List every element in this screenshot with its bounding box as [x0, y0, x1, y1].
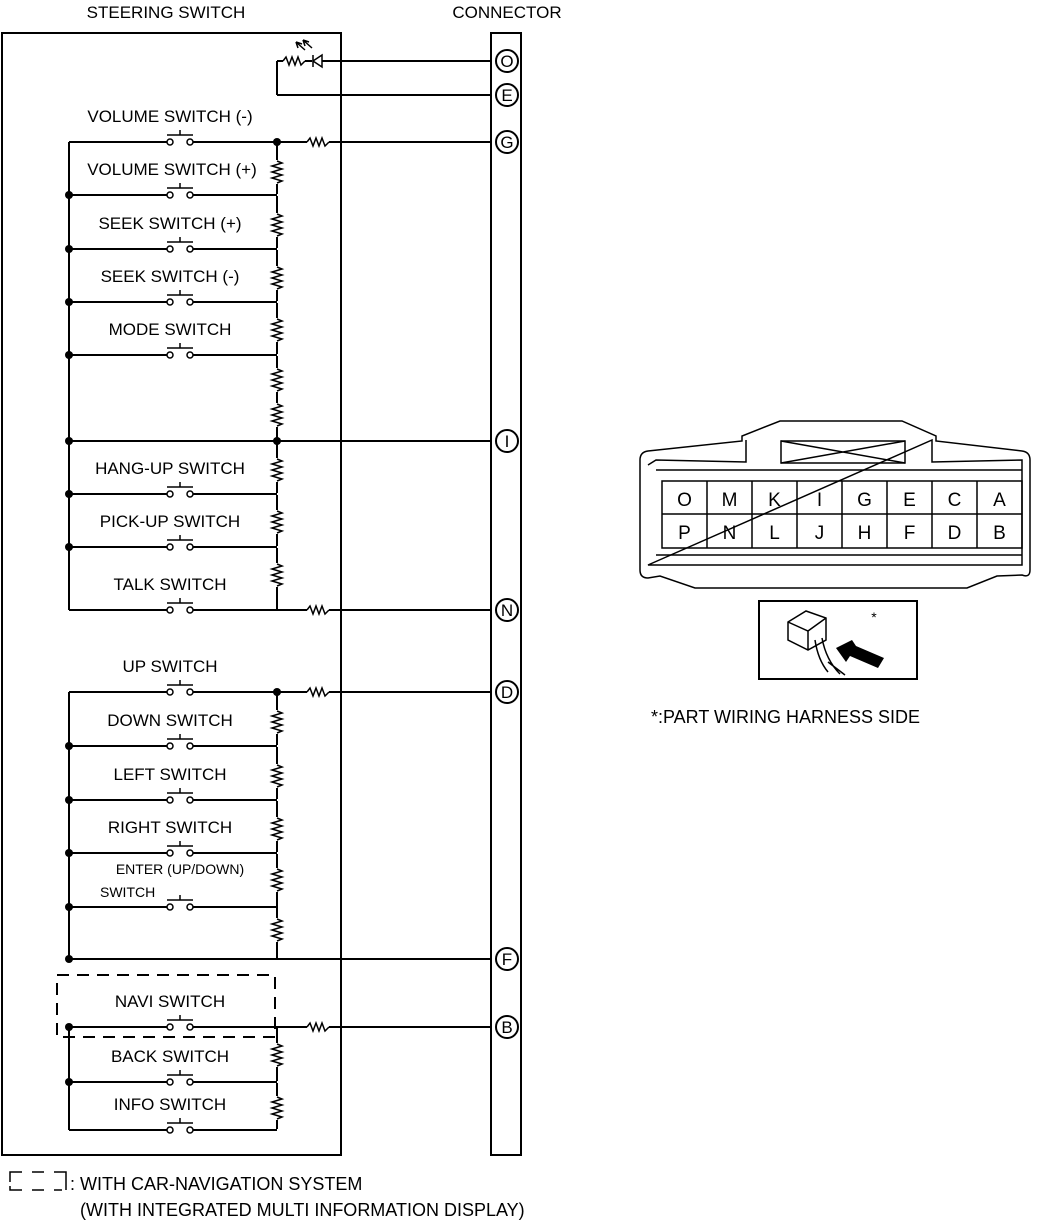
junction-dot — [65, 191, 73, 199]
junction-dot — [65, 1078, 73, 1086]
switch-label-up: UP SWITCH — [122, 657, 218, 676]
terminal-label: H — [857, 523, 872, 544]
switch-contact — [187, 743, 193, 749]
connector-inner-outline — [648, 440, 1022, 565]
terminal-label: G — [857, 490, 872, 511]
push-switch-icon — [167, 1070, 193, 1085]
switch-label-talk: TALK SWITCH — [113, 575, 227, 594]
dashed-box-legend-icon — [10, 1172, 66, 1190]
switch-label-mode: MODE SWITCH — [108, 320, 232, 339]
terminal-label: B — [993, 523, 1006, 544]
switch-contact — [187, 1079, 193, 1085]
switch-label-seek-minus: SEEK SWITCH (-) — [100, 267, 240, 286]
switch-contact — [187, 192, 193, 198]
terminal-label: J — [814, 523, 825, 544]
resistor-icon — [283, 57, 305, 65]
switch-contact — [187, 904, 193, 910]
legend-line-2: (WITH INTEGRATED MULTI INFORMATION DISPLAY) — [80, 1200, 525, 1220]
resistor-icon — [307, 138, 329, 146]
switch-label-back: BACK SWITCH — [110, 1047, 230, 1066]
switch-contact — [187, 689, 193, 695]
switch-contact — [167, 904, 173, 910]
switch-label-hang-up: HANG-UP SWITCH — [95, 459, 245, 478]
junction-dot — [65, 490, 73, 498]
resistor-icon — [307, 688, 329, 696]
switch-contact — [167, 1079, 173, 1085]
junction-dot — [65, 245, 73, 253]
resistor-icon — [307, 606, 329, 614]
switch-contact — [167, 1127, 173, 1133]
switch-contact — [187, 797, 193, 803]
push-switch-icon — [167, 734, 193, 749]
push-switch-icon — [167, 343, 193, 358]
pin-label: G — [500, 133, 514, 152]
switch-label-left: LEFT SWITCH — [113, 765, 227, 784]
junction-dot — [273, 138, 281, 146]
locking-tab-cross — [781, 441, 905, 463]
junction-dot — [65, 298, 73, 306]
switch-contact — [187, 352, 193, 358]
pin-label: F — [501, 950, 513, 969]
terminal-label: K — [768, 490, 781, 511]
switch-contact — [167, 797, 173, 803]
switch-label-pick-up: PICK-UP SWITCH — [99, 512, 241, 531]
switch-contact — [167, 299, 173, 305]
pin-label: E — [501, 86, 513, 105]
terminal-label: M — [721, 490, 738, 511]
junction-dot — [65, 437, 73, 445]
connector-outline — [640, 421, 1030, 588]
switch-contact — [167, 352, 173, 358]
light-emission-icon — [296, 40, 312, 50]
junction-dot — [65, 1023, 73, 1031]
push-switch-icon — [167, 482, 193, 497]
switch-contact — [187, 850, 193, 856]
junction-dot — [65, 351, 73, 359]
terminal-label: O — [677, 490, 692, 511]
push-switch-icon — [167, 1118, 193, 1133]
harness-side-inset — [759, 601, 917, 679]
pin-label: B — [501, 1018, 513, 1037]
steering-switch-title: STEERING SWITCH — [86, 3, 246, 22]
connector-bar — [491, 33, 521, 1155]
junction-dot — [65, 903, 73, 911]
switch-contact — [167, 607, 173, 613]
switch-contact — [167, 689, 173, 695]
switch-label-volume-plus: VOLUME SWITCH (+) — [87, 160, 257, 179]
terminal-label: D — [947, 523, 962, 544]
steering-switch-box — [2, 33, 341, 1155]
switch-contact — [167, 139, 173, 145]
switch-contact — [187, 139, 193, 145]
pin-label: D — [500, 683, 514, 702]
switch-label-volume-minus: VOLUME SWITCH (-) — [87, 107, 253, 126]
connector-rails — [656, 470, 1022, 555]
switch-label-seek-plus: SEEK SWITCH (+) — [98, 214, 242, 233]
harness-side-note: *:PART WIRING HARNESS SIDE — [651, 707, 921, 727]
terminal-label: L — [769, 523, 780, 544]
push-switch-icon — [167, 183, 193, 198]
switch-label-enter: ENTER (UP/DOWN) — [115, 861, 245, 877]
legend-line-1: : WITH CAR-NAVIGATION SYSTEM — [70, 1174, 363, 1194]
terminal-label: I — [816, 490, 823, 511]
switch-label-right: RIGHT SWITCH — [107, 818, 233, 837]
switch-label-info: INFO SWITCH — [113, 1095, 227, 1114]
switch-contact — [187, 299, 193, 305]
switch-contact — [167, 1024, 173, 1030]
push-switch-icon — [167, 598, 193, 613]
terminal-label: E — [903, 490, 916, 511]
terminal-label: P — [678, 523, 691, 544]
pin-label: I — [504, 432, 510, 451]
push-switch-icon — [167, 680, 193, 695]
pin-label: O — [500, 52, 514, 71]
connector-block-icon — [788, 611, 826, 650]
switch-contact — [167, 544, 173, 550]
push-switch-icon — [167, 895, 193, 910]
terminal-label: C — [947, 490, 962, 511]
switch-contact — [167, 850, 173, 856]
junction-dot — [65, 796, 73, 804]
push-switch-icon — [167, 535, 193, 550]
switch-label-enter-switch: SWITCH — [100, 884, 156, 900]
switch-contact — [167, 743, 173, 749]
push-switch-icon — [167, 1015, 193, 1030]
push-switch-icon — [167, 841, 193, 856]
switch-contact — [187, 491, 193, 497]
terminal-label: F — [903, 523, 916, 544]
push-switch-icon — [167, 788, 193, 803]
junction-dot — [65, 742, 73, 750]
junction-dot — [273, 437, 281, 445]
connector-title: CONNECTOR — [452, 3, 562, 22]
view-arrow-icon — [836, 640, 884, 668]
switch-contact — [167, 192, 173, 198]
push-switch-icon — [167, 290, 193, 305]
push-switch-icon — [167, 237, 193, 252]
led-diode-icon — [313, 55, 322, 67]
switch-contact — [187, 544, 193, 550]
resistor-icon — [307, 1023, 329, 1031]
terminal-label: N — [722, 523, 737, 544]
connector-face-view — [640, 421, 1030, 588]
junction-dot — [65, 543, 73, 551]
pin-label: N — [500, 601, 514, 620]
junction-dot — [65, 955, 73, 963]
asterisk-mark: * — [871, 609, 877, 625]
switch-contact — [187, 246, 193, 252]
switch-contact — [167, 491, 173, 497]
switch-contact — [187, 1127, 193, 1133]
switch-contact — [187, 1024, 193, 1030]
push-switch-icon — [167, 130, 193, 145]
junction-dot — [65, 849, 73, 857]
switch-contact — [187, 607, 193, 613]
switch-label-navi: NAVI SWITCH — [114, 992, 226, 1011]
terminal-label: A — [993, 490, 1006, 511]
junction-dot — [273, 688, 281, 696]
switch-contact — [167, 246, 173, 252]
switch-label-down: DOWN SWITCH — [107, 711, 233, 730]
